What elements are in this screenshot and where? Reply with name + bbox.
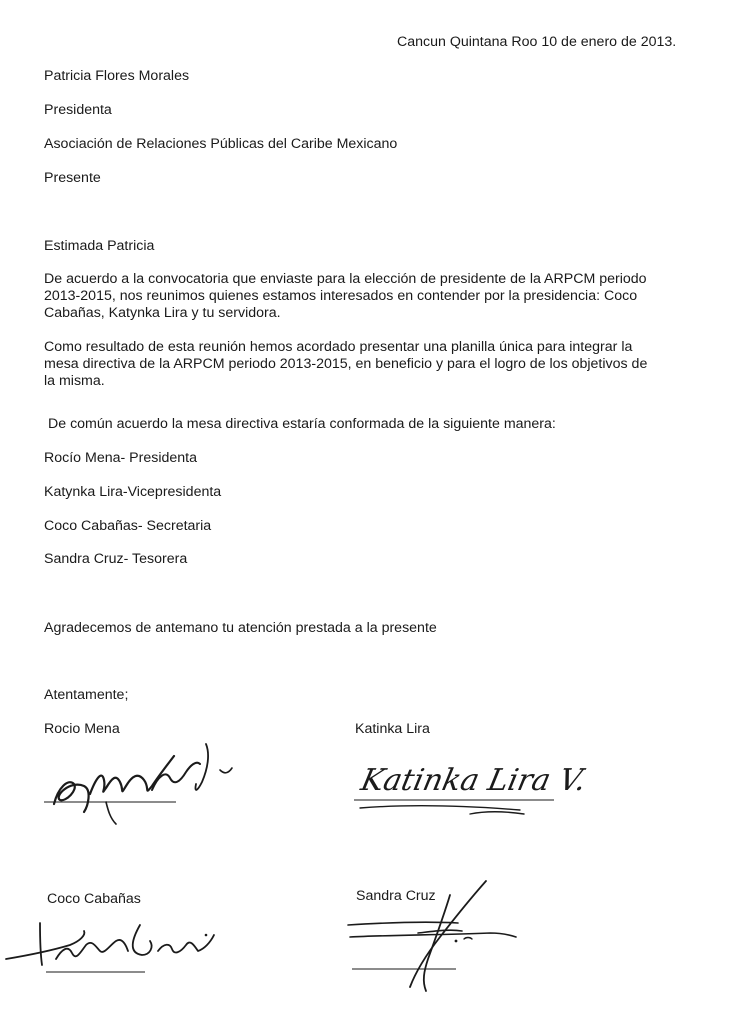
signature-coco-cabanas — [0, 905, 240, 985]
signature-katinka-lira — [340, 750, 600, 830]
recipient-org: Asociación de Relaciones Públicas del Caribe Mexicano — [44, 136, 398, 152]
signature-sandra-cruz — [340, 875, 540, 1005]
closing: Atentamente; — [44, 687, 129, 703]
board-member-vicepresident: Katynka Lira-Vicepresidenta — [44, 484, 222, 500]
paragraph-1-line-3: Cabañas, Katynka Lira y tu servidora. — [44, 305, 281, 321]
thanks-line: Agradecemos de antemano tu atención prestada a la presente — [44, 620, 437, 636]
board-member-president: Rocío Mena- Presidenta — [44, 450, 197, 466]
signatory-name-3: Coco Cabañas — [47, 891, 141, 907]
paragraph-3: De común acuerdo la mesa directiva estaría conformada de la siguiente manera: — [48, 416, 556, 432]
signature-rocio-mena — [40, 730, 240, 830]
board-member-secretary: Coco Cabañas- Secretaria — [44, 518, 212, 534]
signatory-name-1: Rocio Mena — [44, 721, 120, 737]
signatory-name-2: Katinka Lira — [355, 721, 430, 737]
place-date: Cancun Quintana Roo 10 de enero de 2013. — [397, 34, 677, 50]
greeting: Estimada Patricia — [44, 238, 155, 254]
recipient-title: Presidenta — [44, 102, 112, 118]
paragraph-1-line-1: De acuerdo a la convocatoria que enviaste para la elección de presidente de la ARPCM periodo — [44, 271, 647, 287]
recipient-name: Patricia Flores Morales — [44, 68, 190, 84]
paragraph-2-line-1: Como resultado de esta reunión hemos acordado presentar una planilla única para integrar la — [44, 339, 633, 355]
svg-text:Katinka Lira V.: Katinka Lira V. — [357, 763, 590, 798]
presente-line: Presente — [44, 170, 101, 186]
board-member-treasurer: Sandra Cruz- Tesorera — [44, 551, 188, 567]
paragraph-1-line-2: 2013-2015, nos reunimos quienes estamos interesados en contender por la presidencia: Coco — [44, 288, 638, 304]
paragraph-2-line-3: la misma. — [44, 373, 105, 389]
signatory-name-4: Sandra Cruz — [356, 888, 436, 904]
paragraph-2-line-2: mesa directiva de la ARPCM periodo 2013-2015, en beneficio y para el logro de los objetivos de — [44, 356, 648, 372]
